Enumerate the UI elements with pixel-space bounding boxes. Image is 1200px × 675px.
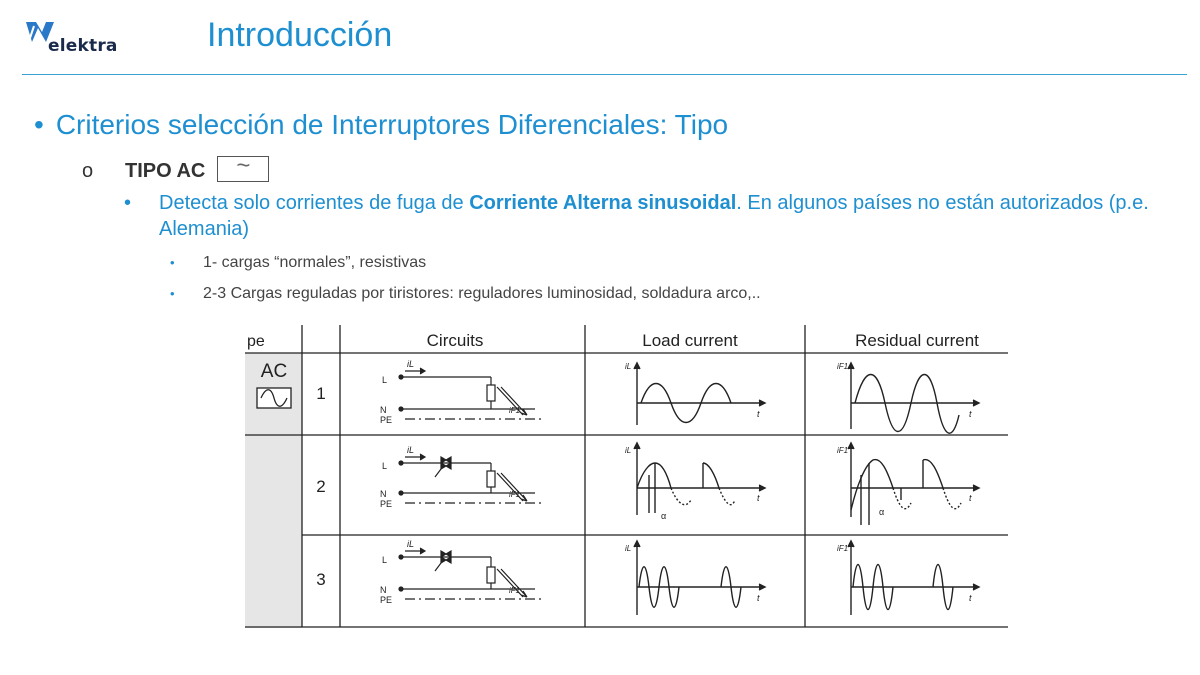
label-PE: PE [380,499,393,509]
bullet-icon: • [124,192,132,214]
bullet-level4-1 [170,254,426,272]
circle-bullet-icon: o [82,160,94,182]
row-number: 1 [316,384,326,403]
alpha-label: α [879,507,885,517]
bullet-icon: • [170,286,175,301]
axis-label-t: t [969,593,972,603]
axis-label-iF1: iF1 [837,362,849,371]
label-PE: PE [380,415,393,425]
axis-label-t: t [969,493,972,503]
axis-label-iF1: iF1 [837,544,849,553]
label-iL: iL [407,539,415,549]
header-residual-current: Residual current [855,331,979,350]
level2-text: TIPO AC [125,160,206,182]
ac-symbol-icon: ~ [236,152,251,179]
axis-label-iL: iL [625,446,632,455]
bullet-level2 [82,152,269,183]
level3-text-part2: . En algunos países no están autorizados (p.e. Alemania) [159,192,1149,240]
header-divider [22,74,1187,75]
label-PE: PE [380,595,393,605]
level4-text: 2-3 Cargas reguladas por tiristores: reguladores luminosidad, soldadura arco,.. [203,285,761,302]
axis-label-iL: iL [625,544,632,553]
bullet-icon: • [170,255,175,270]
bullet-level3 [124,190,1164,242]
label-iL: iL [407,359,415,369]
label-iF1: iF1 [509,586,521,595]
axis-label-t: t [757,593,760,603]
bullet-level1 [34,109,728,141]
logo-text: elektra [48,36,118,56]
header-type-partial: pe [247,333,265,350]
level3-text-part1: Detecta solo corrientes de fuga de [159,192,470,214]
row-number: 3 [316,570,326,589]
rcd-type-ac-figure [245,325,1008,630]
ac-symbol-box [217,152,269,182]
label-iF1: iF1 [509,406,521,415]
label-N: N [380,405,387,415]
axis-label-t: t [757,493,760,503]
alpha-label: α [661,511,667,521]
axis-label-t: t [969,409,972,419]
label-N: N [380,585,387,595]
axis-label-t: t [757,409,760,419]
level3-text [159,190,1164,242]
label-L: L [382,555,388,565]
bullet-level4-2 [170,285,761,303]
label-N: N [380,489,387,499]
type-ac-label: AC [260,361,288,382]
header-load-current: Load current [642,331,738,350]
level4-text: 1- cargas “normales”, resistivas [203,254,427,271]
level1-text: Criterios selección de Interruptores Diferenciales: Tipo [55,109,729,140]
page-title: Introducción [207,16,393,54]
axis-label-iF1: iF1 [837,446,849,455]
level3-text-bold: Corriente Alterna sinusoidal [469,192,737,214]
bullet-icon: • [34,109,44,140]
label-iF1: iF1 [509,490,521,499]
label-L: L [382,461,388,471]
header-circuits: Circuits [426,331,484,350]
label-L: L [382,375,388,385]
axis-label-iL: iL [625,362,632,371]
row-number: 2 [316,477,326,496]
label-iL: iL [407,445,415,455]
